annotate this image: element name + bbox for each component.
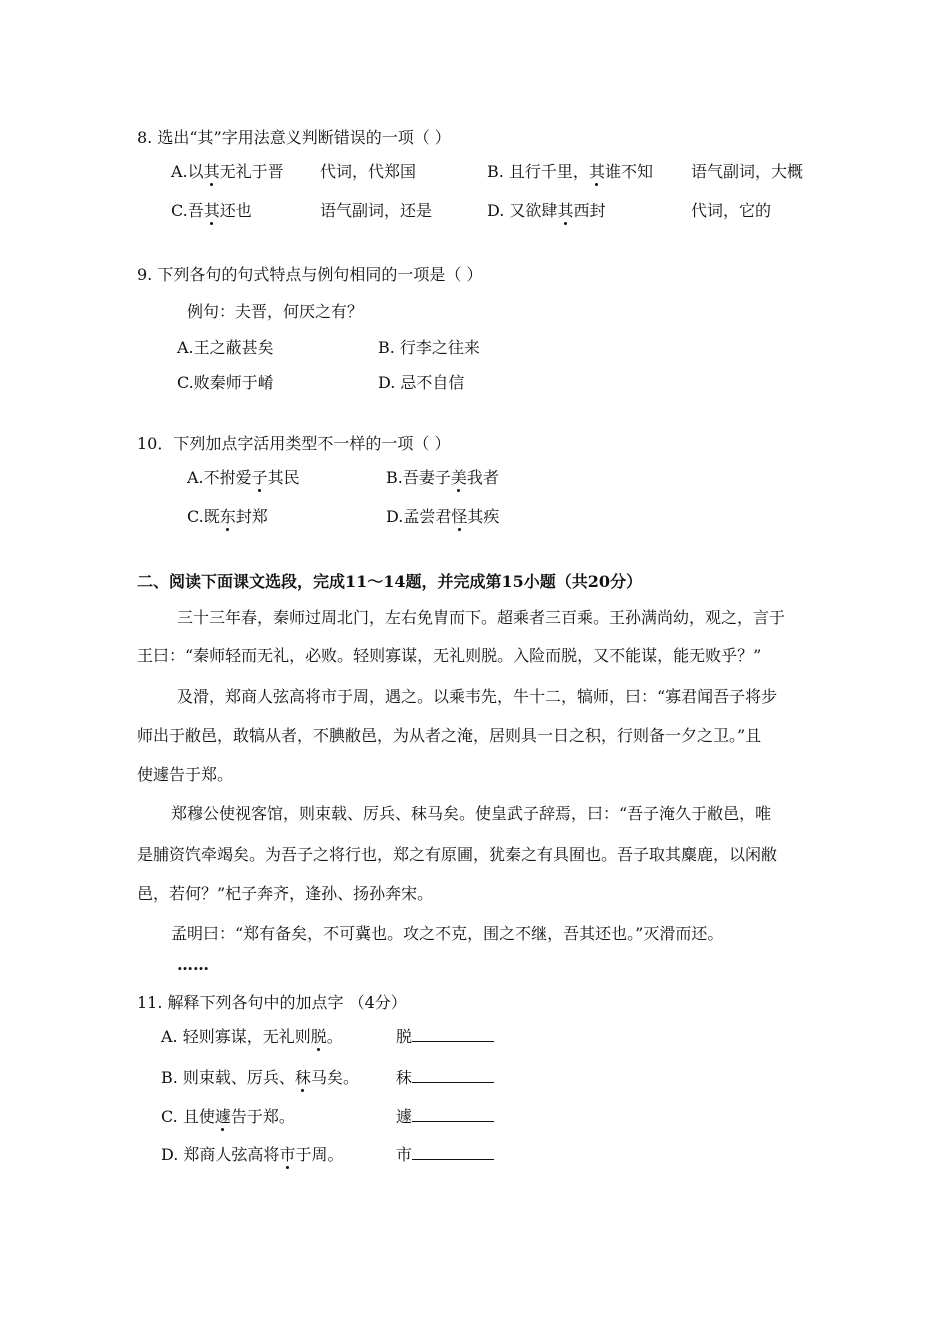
q11-item-c-answer: 遽 bbox=[396, 1107, 494, 1127]
q8-option-d: D. 又欲肆其西封 bbox=[487, 201, 606, 220]
q8-option-b-note: 语气副词，大概 bbox=[691, 162, 804, 181]
q11-item-c: C. 且使遽告于郑。 bbox=[161, 1107, 295, 1126]
q10-stem: 10．下列加点字活用类型不一样的一项（ ） bbox=[137, 434, 451, 453]
q8-option-a: A.以其无礼于晋 bbox=[171, 162, 284, 181]
q9-stem: 9. 下列各句的句式特点与例句相同的一项是（ ） bbox=[137, 265, 483, 284]
q11-item-a-answer: 脱 bbox=[396, 1027, 494, 1047]
q9-example: 例句：夫晋，何厌之有？ bbox=[187, 302, 364, 321]
q8-option-c: C.吾其还也 bbox=[171, 201, 252, 220]
q11-stem: 11. 解释下列各句中的加点字 （4分） bbox=[137, 993, 407, 1012]
q8-option-b: B. 且行千里，其谁不知 bbox=[487, 162, 653, 181]
q11-item-b-answer: 秣 bbox=[396, 1068, 494, 1088]
passage-p3-line3: 邑，若何？”杞子奔齐，逢孙、扬孙奔宋。 bbox=[137, 884, 434, 903]
q8-option-d-note: 代词，它的 bbox=[691, 201, 772, 220]
passage-p1-line1: 三十三年春，秦师过周北门，左右免胄而下。超乘者三百乘。王孙满尚幼，观之，言于 bbox=[177, 608, 786, 627]
q10-option-a-dotted-char: 子 bbox=[251, 468, 268, 487]
passage-p4: 孟明曰：“郑有备矣，不可冀也。攻之不克，围之不继，吾其还也。”灭滑而还。 bbox=[171, 924, 724, 943]
q11-item-d-dotted-char: 市 bbox=[279, 1145, 296, 1164]
q10-option-d: D.孟尝君怪其疾 bbox=[386, 507, 500, 526]
q10-option-a: A.不拊爱子其民 bbox=[187, 468, 300, 487]
q8-option-a-note: 代词，代郑国 bbox=[320, 162, 417, 181]
passage-p1-line2: 王曰：“秦师轻而无礼，必败。轻则寡谋，无礼则脱。入险而脱，又不能谋，能无败乎？” bbox=[137, 646, 762, 665]
q10-option-c: C.既东封郑 bbox=[187, 507, 268, 526]
q10-option-b-dotted-char: 美 bbox=[450, 468, 467, 487]
q9-option-b: B. 行李之往来 bbox=[378, 338, 480, 357]
passage-p3-line1: 郑穆公使视客馆，则束载、厉兵、秣马矣。使皇武子辞焉，曰：“吾子淹久于敝邑，唯 bbox=[171, 804, 772, 823]
q11-item-c-dotted-char: 遽 bbox=[214, 1107, 231, 1126]
q10-option-c-dotted-char: 东 bbox=[219, 507, 236, 526]
q8-option-c-dotted-char: 其 bbox=[203, 201, 220, 220]
q11-item-b-blank[interactable] bbox=[412, 1068, 494, 1083]
q11-item-a: A. 轻则寡谋，无礼则脱。 bbox=[161, 1027, 343, 1046]
q11-item-c-blank[interactable] bbox=[412, 1107, 494, 1122]
q8-stem: 8. 选出“其”字用法意义判断错误的一项（ ） bbox=[137, 128, 451, 147]
q9-option-d: D. 忌不自信 bbox=[378, 373, 465, 392]
passage-p3-line2: 是脯资饩牵竭矣。为吾子之将行也，郑之有原圃，犹秦之有具囿也。吾子取其麋鹿，以闲敝 bbox=[137, 845, 778, 864]
q11-item-d-answer: 市 bbox=[396, 1145, 494, 1165]
passage-p2-line1: 及滑，郑商人弦高将市于周，遇之。以乘韦先，牛十二，犒师，曰：“寡君闻吾子将步 bbox=[177, 687, 778, 706]
q11-item-b-dotted-char: 秣 bbox=[294, 1068, 311, 1087]
passage-ellipsis: …… bbox=[177, 955, 209, 974]
q8-option-b-dotted-char: 其 bbox=[588, 162, 605, 181]
section2-heading: 二、阅读下面课文选段，完成11～14题，并完成第15小题（共20分） bbox=[137, 572, 643, 591]
q9-option-a: A.王之蔽甚矣 bbox=[177, 338, 274, 357]
q10-option-d-dotted-char: 怪 bbox=[451, 507, 468, 526]
q8-option-c-note: 语气副词，还是 bbox=[320, 201, 433, 220]
q11-item-a-blank[interactable] bbox=[412, 1027, 494, 1042]
q10-option-b: B.吾妻子美我者 bbox=[386, 468, 499, 487]
passage-p2-line3: 使遽告于郑。 bbox=[137, 765, 234, 784]
q8-option-a-dotted-char: 其 bbox=[203, 162, 220, 181]
q11-item-d: D. 郑商人弦高将市于周。 bbox=[161, 1145, 344, 1164]
q11-item-a-dotted-char: 脱 bbox=[310, 1027, 327, 1046]
q11-item-d-blank[interactable] bbox=[412, 1145, 494, 1160]
passage-p2-line2: 师出于敝邑，敢犒从者，不腆敝邑，为从者之淹，居则具一日之积，行则备一夕之卫。”且 bbox=[137, 726, 762, 745]
q11-item-b: B. 则束载、厉兵、秣马矣。 bbox=[161, 1068, 359, 1087]
q8-option-d-dotted-char: 其 bbox=[557, 201, 574, 220]
q9-option-c: C.败秦师于崤 bbox=[177, 373, 274, 392]
